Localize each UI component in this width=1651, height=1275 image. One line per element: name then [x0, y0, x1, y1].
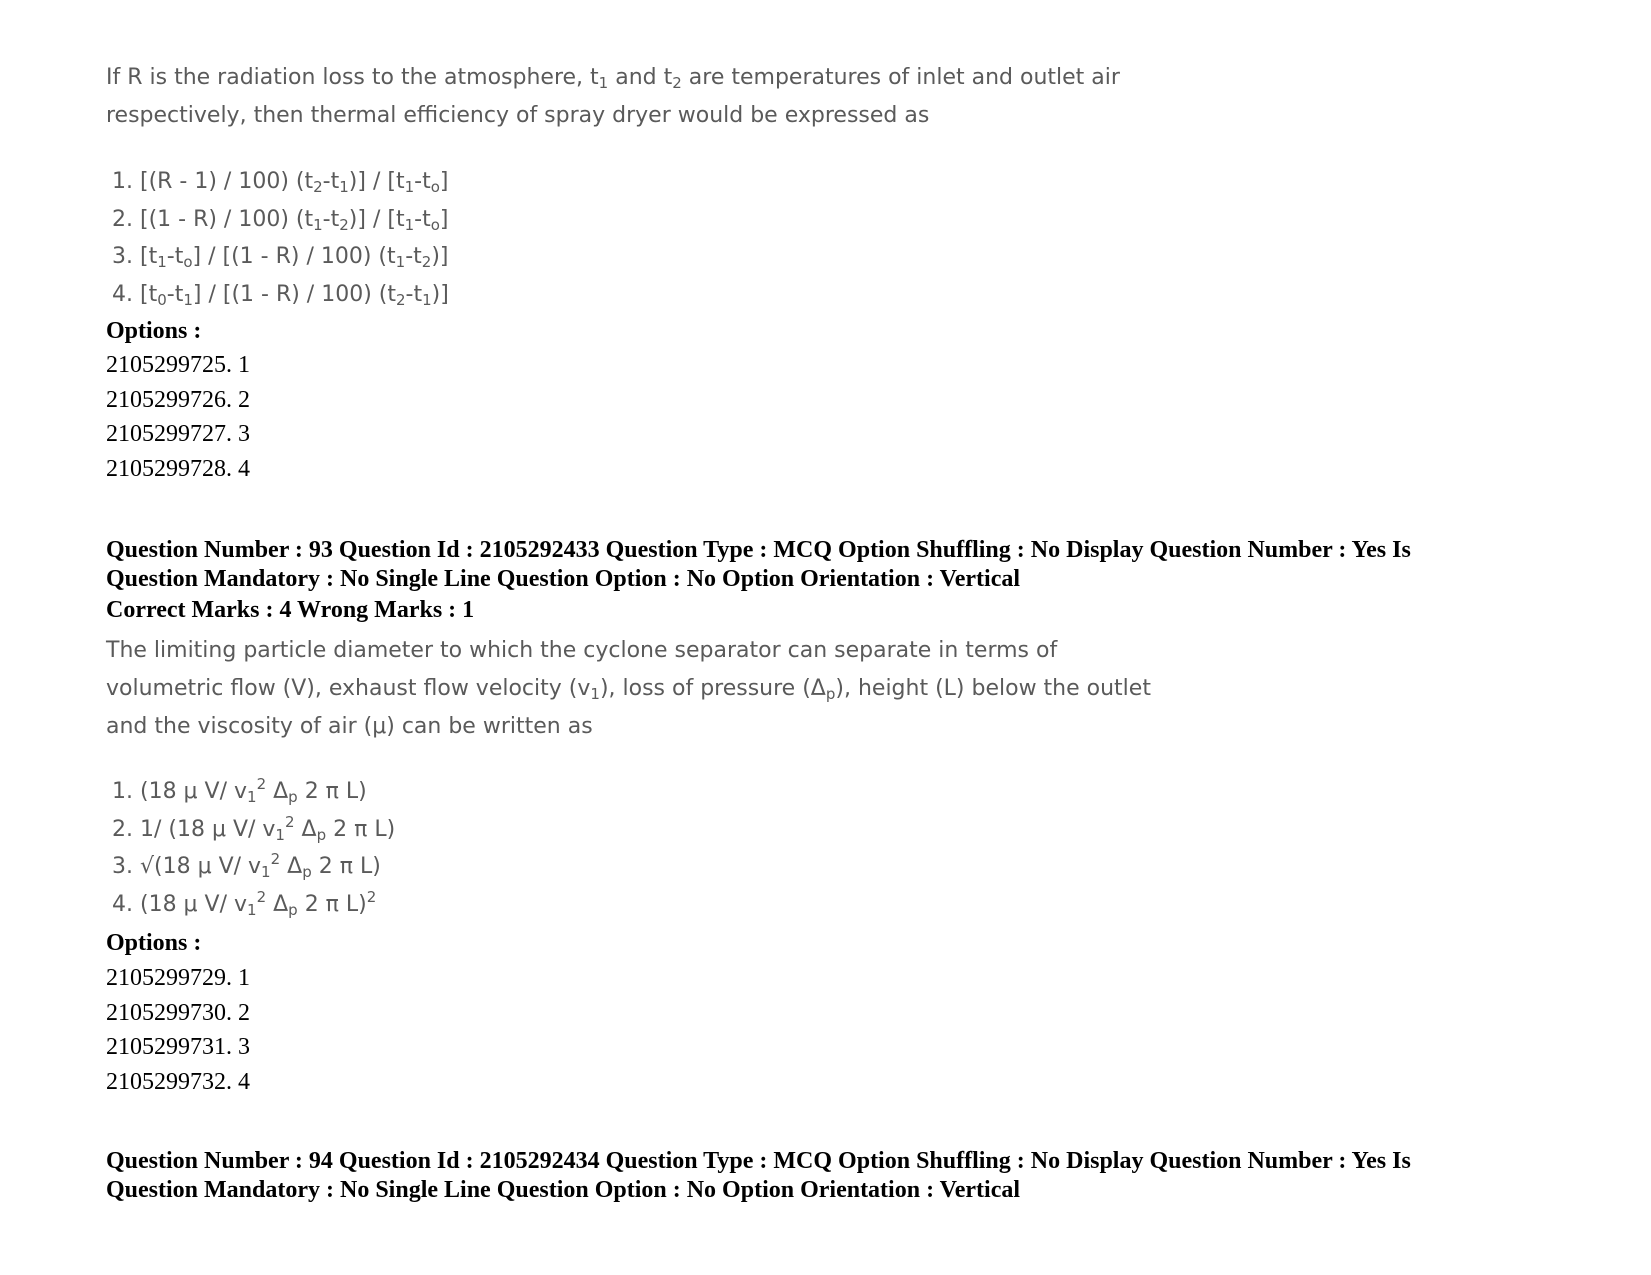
- q92-options-label: Options :: [106, 318, 202, 344]
- option-id: 2105299726. 2: [106, 386, 250, 413]
- option-id: 2105299728. 4: [106, 456, 250, 483]
- q93-choice-4: 4. (18 μ V/ $v_1^2$ $\Delta_p$ 2 π L)$^2$: [112, 887, 377, 919]
- option-id: 2105299731. 3: [106, 1034, 250, 1061]
- option-id: 2105299732. 4: [106, 1069, 250, 1096]
- q93-option-ids: [106, 961, 250, 1100]
- option-id: 2105299729. 1: [106, 965, 250, 991]
- q93-meta: [106, 536, 1526, 593]
- q93-stem: [106, 632, 1206, 746]
- q92-choice-4: 4. $[t_0-t_1] / [(1 - R) / 100)$ $(t_2-t_1)$]: [112, 281, 449, 309]
- q92-choice-1: 1. [(R - 1) / 100) $(t_2-t_1)] / [t_1-t_o]$: [112, 169, 449, 196]
- q93-marks: Correct Marks : 4 Wrong Marks : 1: [106, 597, 475, 623]
- q93-choices: [112, 773, 395, 923]
- q93-stem-line1: The limiting particle diameter to which the cyclone separator can separate in terms of: [106, 638, 1058, 663]
- option-id: 2105299727. 3: [106, 421, 250, 448]
- option-id: 2105299730. 2: [106, 999, 250, 1026]
- q94-meta-line1: Question Number : 94 Question Id : 2105292434 Question Type : MCQ Option Shuffling : No Display Question Number : Yes Is: [106, 1148, 1411, 1174]
- q92-choice-3: 3. $[t_1-t_o] / [(1 - R) / 100)$ $(t_1-t_2)$]: [112, 244, 449, 271]
- q94-meta: [106, 1147, 1526, 1204]
- q92-option-ids: [106, 348, 250, 487]
- q93-stem-line2: volumetric flow (V), exhaust flow velocity $(v_1)$, loss of pressure $(\Delta_p)$, height (L) below the outlet: [106, 676, 1151, 703]
- option-id: 2105299725. 1: [106, 352, 250, 378]
- q94-meta-line2: Question Mandatory : No Single Line Question Option : No Option Orientation : Vertical: [106, 1176, 1021, 1203]
- q93-meta-line2: Question Mandatory : No Single Line Question Option : No Option Orientation : Vertical: [106, 565, 1021, 592]
- q92-choice-2: 2. [(1 - R) / 100) $(t_1-t_2)] / [t_1-t_o]$: [112, 206, 449, 234]
- q92-stem-line1: If R is the radiation loss to the atmosphere, $t_1$ and $t_2$ are temperatures of inlet and outlet air: [106, 65, 1120, 92]
- q93-choice-1: 1. (18 μ V/ $v_1^2$ $\Delta_p$ 2 π L): [112, 775, 367, 806]
- q92-stem: [106, 59, 1206, 135]
- q93-choice-3: 3. √(18 μ V/ $v_1^2$ $\Delta_p$ 2 π L): [112, 850, 381, 881]
- q92-choices: [112, 163, 449, 313]
- q92-stem-line2: respectively, then thermal efficiency of spray dryer would be expressed as: [106, 103, 930, 128]
- q93-options-label: Options :: [106, 930, 202, 956]
- q93-stem-line3: and the viscosity of air (μ) can be written as: [106, 714, 593, 739]
- q93-meta-line1: Question Number : 93 Question Id : 2105292433 Question Type : MCQ Option Shuffling : No Display Question Number : Yes Is: [106, 537, 1411, 563]
- q93-choice-2: 2. 1/ (18 μ V/ $v_1^2$ $\Delta_p$ 2 π L): [112, 812, 396, 844]
